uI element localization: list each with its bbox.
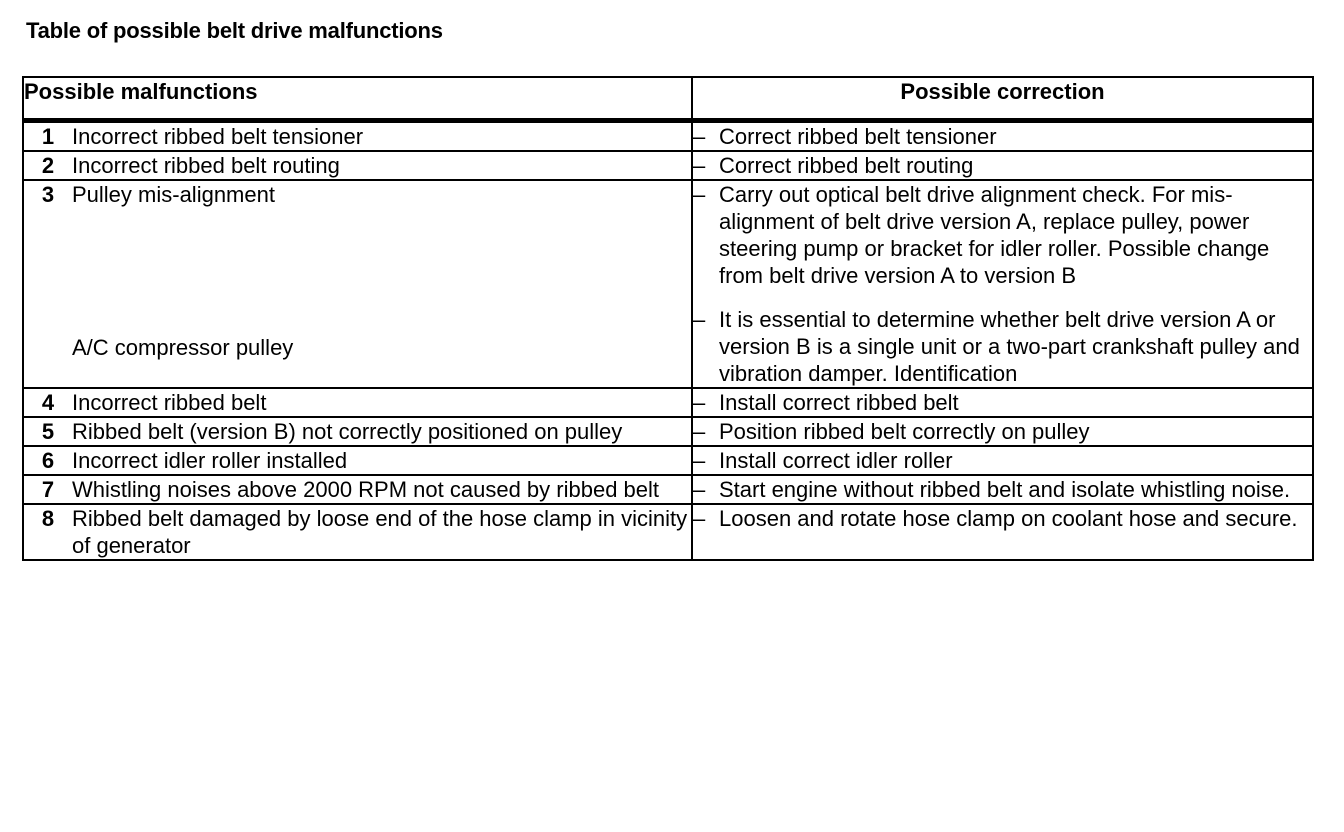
row-number: 3 (41, 182, 55, 207)
table-row (23, 417, 1313, 446)
malfunction-text: Pulley mis-alignment (72, 182, 275, 207)
table-row (23, 121, 1313, 152)
dash-marker: – (693, 477, 706, 502)
sub-correction-text: It is essential to determine whether belt drive version A or version B is a single unit or a two-part crankshaft pulley and vibration damper. Identification (719, 307, 1300, 386)
dash-marker: – (693, 182, 706, 207)
correction-text: Loosen and rotate hose clamp on coolant hose and secure. (719, 506, 1298, 531)
row-number: 1 (41, 124, 55, 149)
dash-marker: – (693, 153, 706, 178)
row-number: 5 (41, 419, 55, 444)
header-malfunctions: Possible malfunctions (23, 77, 692, 121)
table-row (23, 475, 1313, 504)
malfunction-text: Incorrect ribbed belt routing (72, 153, 340, 178)
row-number: 7 (41, 477, 55, 502)
dash-marker: – (693, 124, 706, 149)
malfunction-text: Ribbed belt (version B) not correctly positioned on pulley (72, 419, 623, 444)
table-row (23, 504, 1313, 560)
dash-marker: – (693, 307, 706, 332)
header-row (23, 77, 1313, 121)
correction-text: Correct ribbed belt routing (719, 153, 974, 178)
row-number: 2 (41, 153, 55, 178)
malfunction-text: Incorrect idler roller installed (72, 448, 348, 473)
row-number: 6 (41, 448, 55, 473)
table-row (23, 388, 1313, 417)
malfunction-text: Whistling noises above 2000 RPM not caused by ribbed belt (72, 477, 660, 502)
malfunctions-table (22, 76, 1314, 561)
table-row (23, 151, 1313, 180)
malfunction-text: Ribbed belt damaged by loose end of the hose clamp in vicinity of generator (72, 506, 688, 558)
correction-text: Install correct ribbed belt (719, 390, 959, 415)
page-title: Table of possible belt drive malfunctions (26, 18, 443, 43)
table-row (23, 446, 1313, 475)
correction-text: Carry out optical belt drive alignment check. For mis-alignment of belt drive version A, replace pulley, power steering pump or bracket for idler roller. Possible change from belt drive version A to version B (719, 182, 1270, 288)
sub-malfunction-text: A/C compressor pulley (72, 335, 294, 360)
dash-marker: – (693, 390, 706, 415)
row-number: 4 (41, 390, 55, 415)
malfunction-text: Incorrect ribbed belt (72, 390, 267, 415)
correction-text: Correct ribbed belt tensioner (719, 124, 997, 149)
table-row (23, 180, 1313, 388)
correction-text: Position ribbed belt correctly on pulley (719, 419, 1090, 444)
malfunction-text: Incorrect ribbed belt tensioner (72, 124, 364, 149)
correction-text: Install correct idler roller (719, 448, 953, 473)
row-number: 8 (41, 506, 55, 531)
dash-marker: – (693, 506, 706, 531)
correction-text: Start engine without ribbed belt and isolate whistling noise. (719, 477, 1291, 502)
dash-marker: – (693, 419, 706, 444)
dash-marker: – (693, 448, 706, 473)
header-correction: Possible correction (692, 77, 1313, 121)
